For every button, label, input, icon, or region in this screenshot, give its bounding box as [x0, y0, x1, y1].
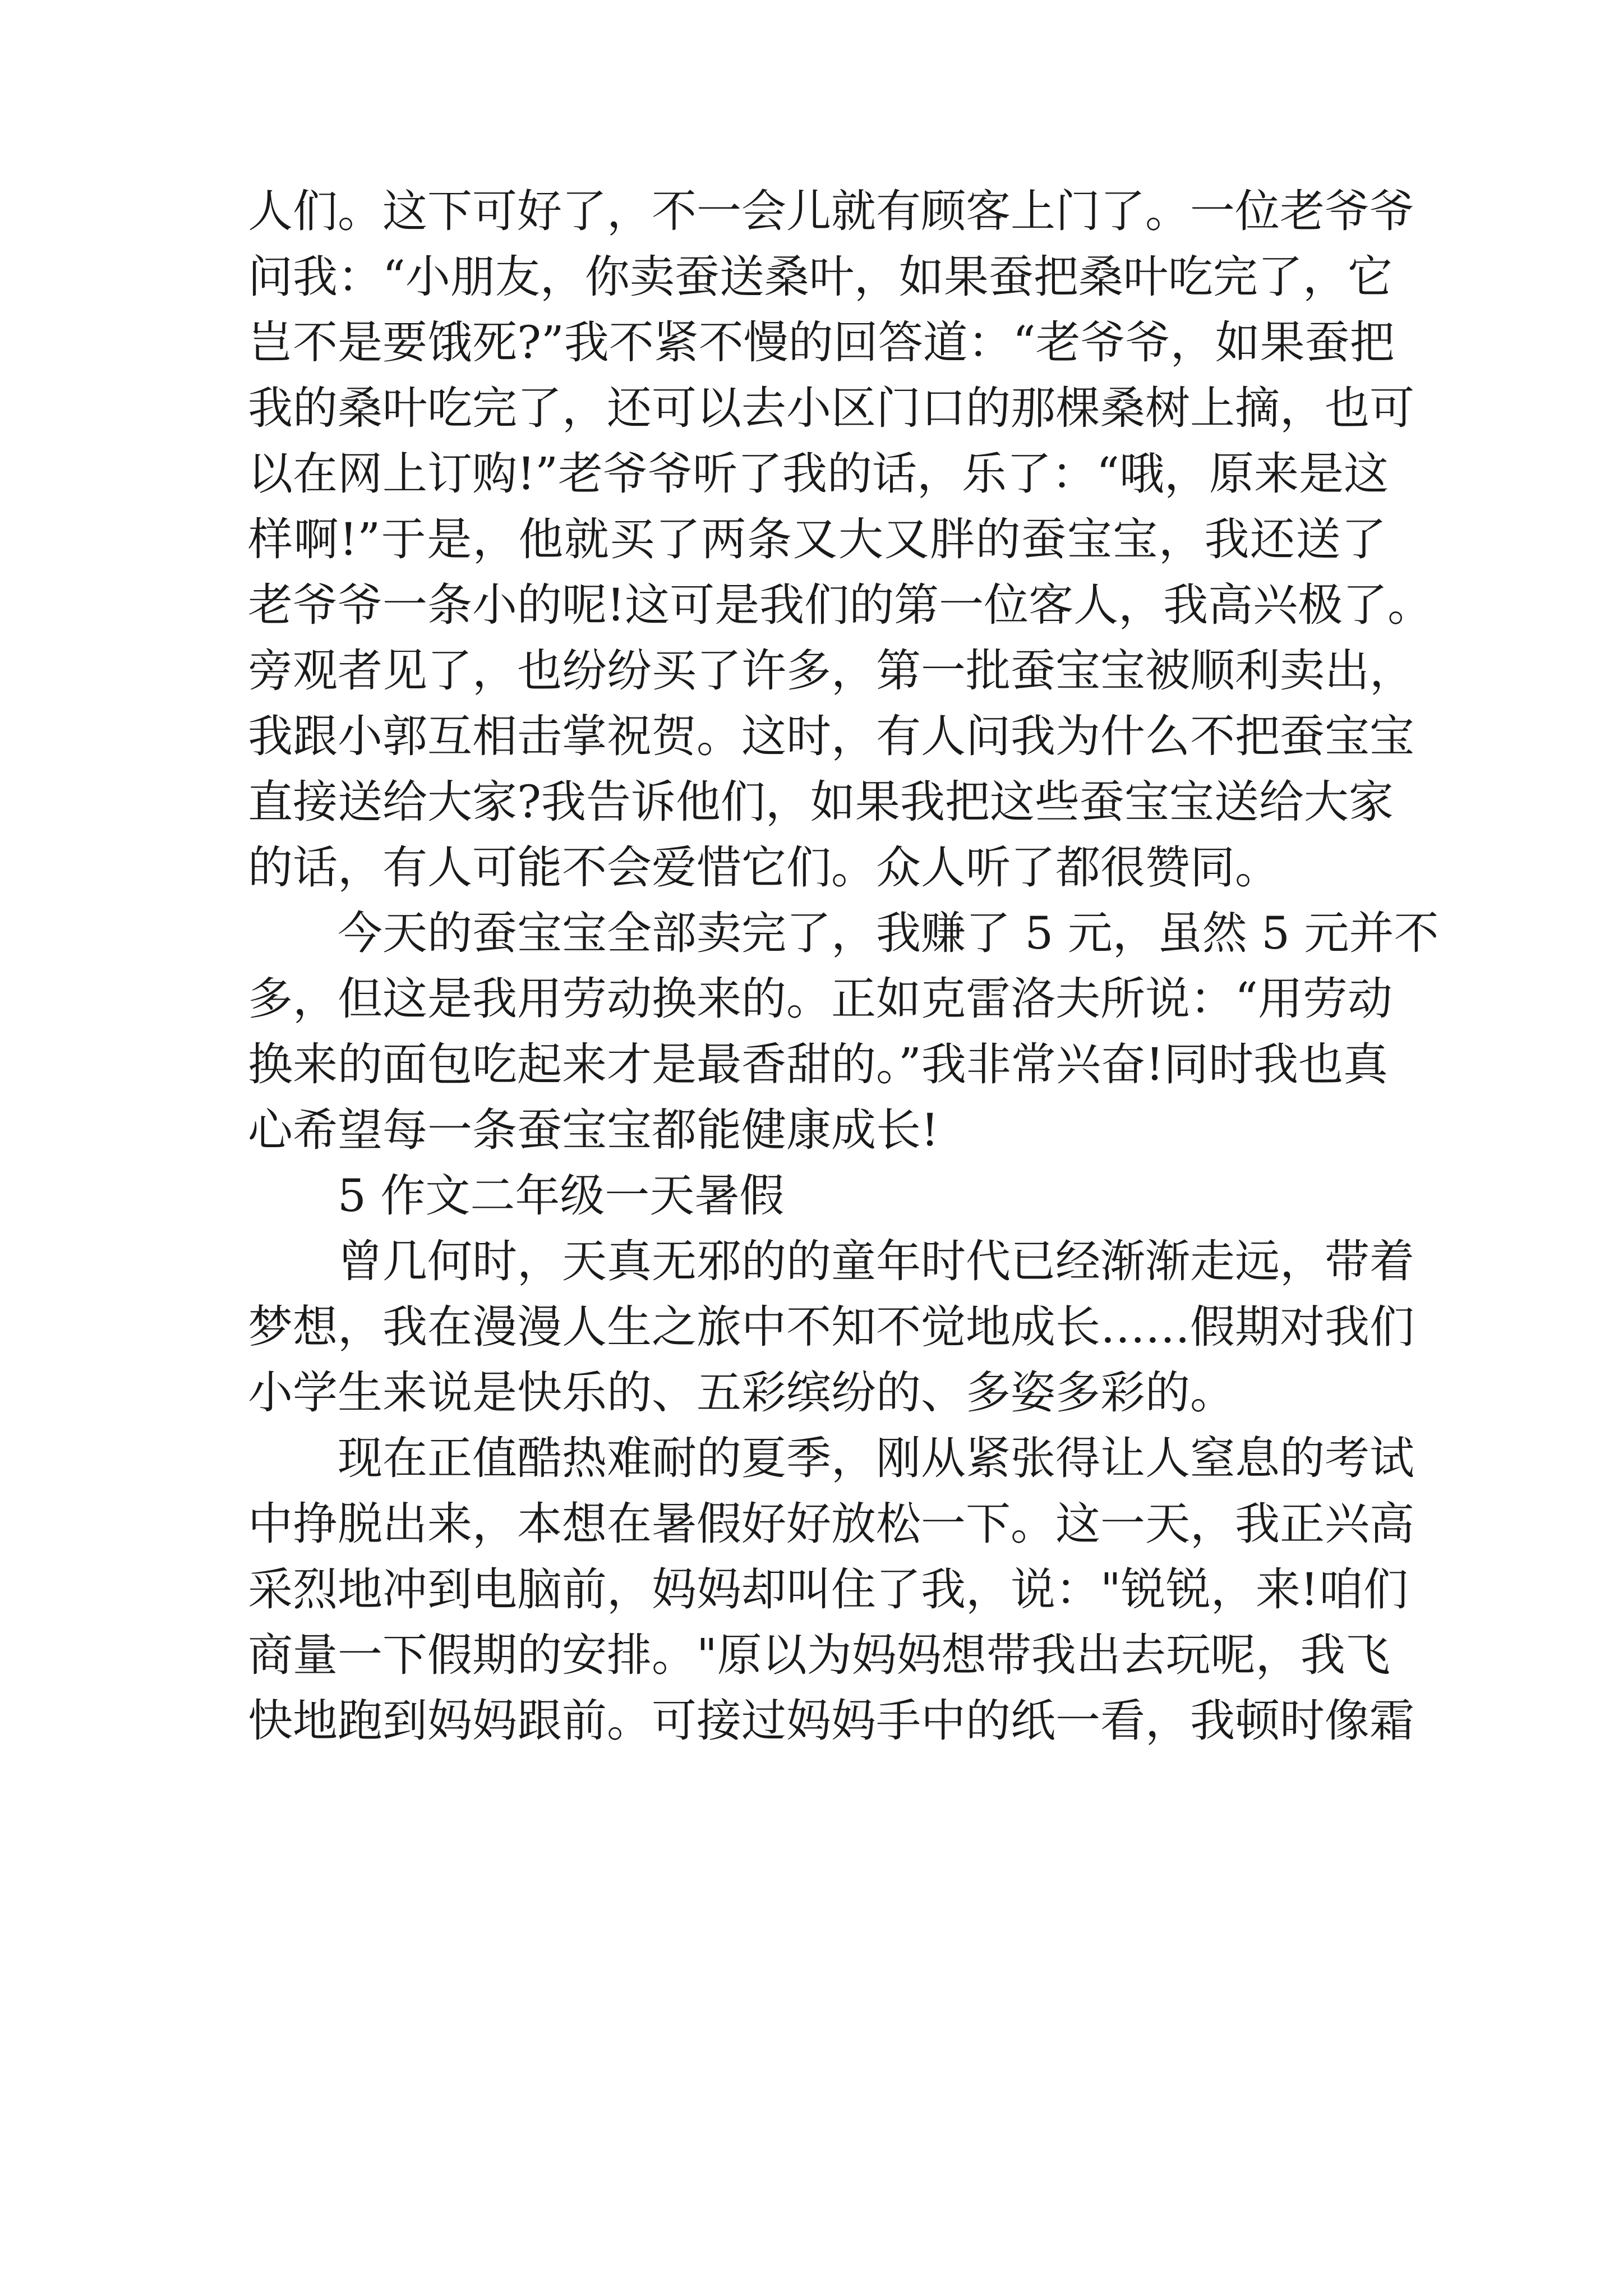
text-line: 的话，有人可能不会爱惜它们。众人听了都很赞同。	[248, 841, 1280, 894]
text-line: 心希望每一条蚕宝宝都能健康成长!	[248, 1104, 939, 1156]
text-line: 我的桑叶吃完了，还可以去小区门口的那棵桑树上摘，也可	[248, 382, 1414, 434]
text-line: 问我：“小朋友，你卖蚕送桑叶，如果蚕把桑叶吃完了，它	[248, 251, 1393, 303]
text-line: 人们。这下可好了，不一会儿就有顾客上门了。一位老爷爷	[248, 185, 1414, 237]
text-line: 商量一下假期的安排。"原以为妈妈想带我出去玩呢，我飞	[248, 1629, 1390, 1681]
text-line: 岂不是要饿死?”我不紧不慢的回答道：“老爷爷，如果蚕把	[248, 316, 1395, 369]
text-line: 小学生来说是快乐的、五彩缤纷的、多姿多彩的。	[248, 1366, 1235, 1419]
paragraph-first-line: 现在正值酷热难耐的夏季，刚从紧张得让人窒息的考试	[338, 1432, 1414, 1484]
section-heading: 5 作文二年级一天暑假	[338, 1170, 785, 1222]
document-body	[248, 178, 1439, 1754]
text-line: 多，但这是我用劳动换来的。正如克雷洛夫所说：“用劳动	[248, 973, 1393, 1025]
paragraph-first-line: 曾几何时，天真无邪的的童年时代已经渐渐走远，带着	[338, 1235, 1414, 1287]
paragraph-first-line: 今天的蚕宝宝全部卖完了，我赚了 5 元，虽然 5 元并不	[338, 907, 1439, 959]
text-line: 换来的面包吃起来才是最香甜的。”我非常兴奋!同时我也真	[248, 1038, 1389, 1091]
text-line: 老爷爷一条小的呢!这可是我们的第一位客人，我高兴极了。	[248, 579, 1433, 631]
text-line: 采烈地冲到电脑前，妈妈却叫住了我，说："锐锐，来!咱们	[248, 1563, 1408, 1616]
text-line: 旁观者见了，也纷纷买了许多，第一批蚕宝宝被顺利卖出，	[248, 645, 1414, 697]
text-line: 我跟小郭互相击掌祝贺。这时，有人问我为什么不把蚕宝宝	[248, 710, 1414, 762]
text-line: 快地跑到妈妈跟前。可接过妈妈手中的纸一看，我顿时像霜	[248, 1695, 1414, 1747]
text-line: 中挣脱出来，本想在暑假好好放松一下。这一天，我正兴高	[248, 1498, 1414, 1550]
text-line: 梦想，我在漫漫人生之旅中不知不觉地成长……假期对我们	[248, 1301, 1414, 1353]
text-line: 直接送给大家?我告诉他们，如果我把这些蚕宝宝送给大家	[248, 776, 1394, 828]
text-line: 样啊!”于是，他就买了两条又大又胖的蚕宝宝，我还送了	[248, 513, 1386, 565]
text-line: 以在网上订购!”老爷爷听了我的话，乐了：“哦，原来是这	[248, 448, 1389, 500]
